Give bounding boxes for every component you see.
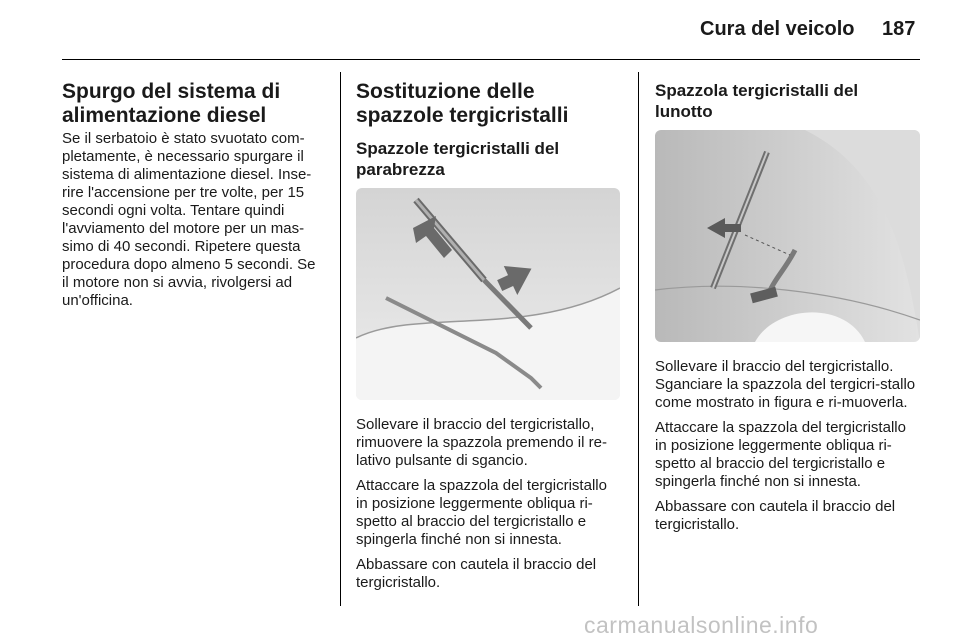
rear-wiper-illustration bbox=[655, 130, 920, 342]
body-paragraph: Sollevare il braccio del tergicristallo. Sganciare la spazzola del tergicri-stallo come mostrato in figura e ri-muoverla. bbox=[655, 358, 916, 411]
body-paragraph: Attaccare la spazzola del tergicristallo in posizione leggermente obliqua ri-spetto al braccio del tergicristallo e spingerla finché non si innesta. bbox=[655, 419, 906, 490]
windscreen-wiper-illustration bbox=[356, 188, 620, 400]
section-heading: Sostituzione delle spazzole tergicristalli bbox=[356, 80, 569, 127]
header-rule bbox=[62, 59, 920, 60]
section-heading: Spurgo del sistema di alimentazione diesel bbox=[62, 80, 281, 127]
column-divider bbox=[638, 72, 639, 606]
column-divider bbox=[340, 72, 341, 606]
subsection-heading: Spazzole tergicristalli del parabrezza bbox=[356, 139, 560, 179]
watermark-text: carmanualsonline.info bbox=[584, 612, 819, 638]
column-wiper-replacement bbox=[356, 80, 620, 599]
header-title: Cura del veicolo bbox=[700, 18, 855, 40]
subsection-heading: Spazzola tergicristalli del lunotto bbox=[655, 81, 859, 121]
column-rear-wiper bbox=[655, 80, 920, 541]
body-paragraph: Attaccare la spazzola del tergicristallo in posizione leggermente obliqua ri-spetto al braccio del tergicristallo e spingerla finché non si innesta. bbox=[356, 477, 607, 548]
body-paragraph: Abbassare con cautela il braccio del tergicristallo. bbox=[655, 498, 896, 533]
column-fuel-bleed bbox=[62, 80, 324, 317]
body-paragraph: Abbassare con cautela il braccio del tergicristallo. bbox=[356, 556, 597, 591]
page-number: 187 bbox=[882, 18, 916, 40]
body-paragraph: Se il serbatoio è stato svuotato com-pletamente, è necessario spurgare il sistema di alimentazione diesel. Inse-rire l'accensione per tre volte, per 15 secondi ogni volta. Tentare quindi l'avviamento del motore per un mas-simo di 40 secondi. Ripetere questa procedura dopo almeno 5 secondi. Se il motore non si avvia, rivolgersi ad un'officina. bbox=[62, 130, 316, 309]
body-paragraph: Sollevare il braccio del tergicristallo, rimuovere la spazzola premendo il re-lativo pulsante di sgancio. bbox=[356, 416, 607, 469]
